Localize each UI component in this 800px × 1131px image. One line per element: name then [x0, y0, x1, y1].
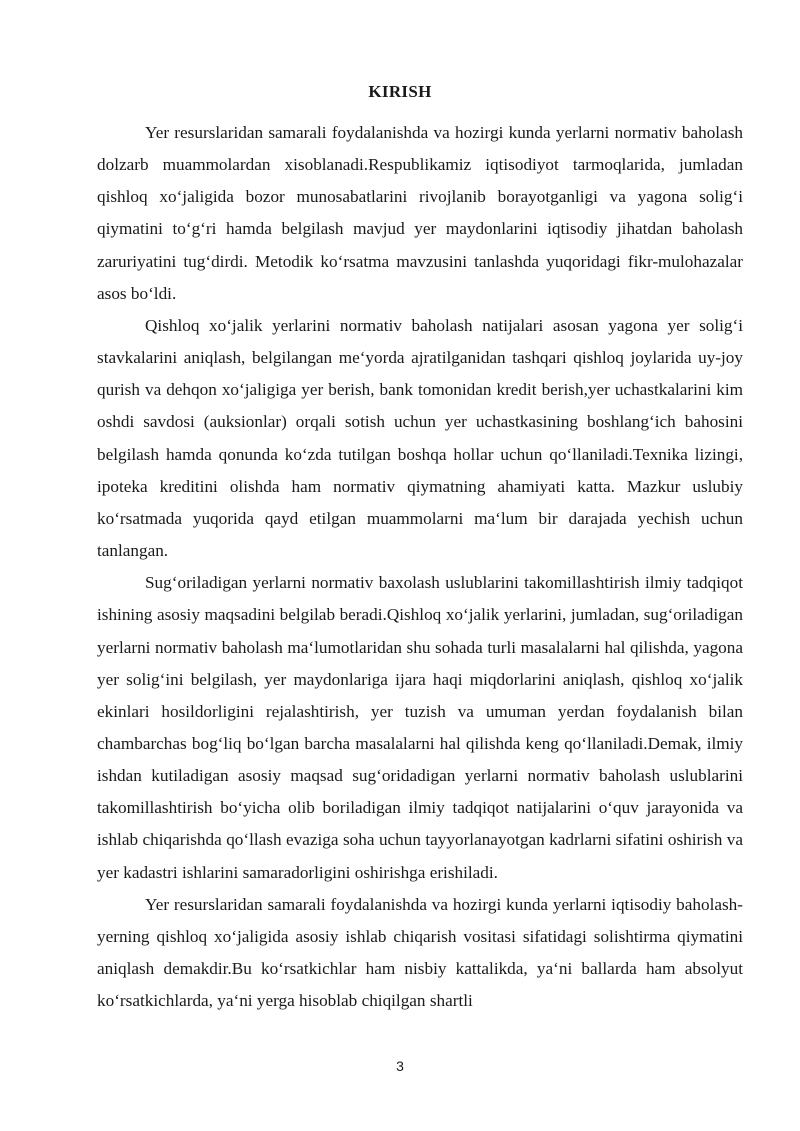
section-title: KIRISH — [368, 82, 432, 101]
page-number: 3 — [396, 1058, 404, 1074]
body-text — [97, 117, 743, 1017]
paragraph-1: Yer resurslaridan samarali foydalanishda va hozirgi kunda yerlarni normativ baholash dolzarb muammolardan xisoblanadi.Respublikamiz iqtisodiyot tarmoqlarida, jumladan qishloq xo‘jaligida bozor munosabatlarini rivojlanib borayotganligi va yagona solig‘i qiymatini to‘g‘ri hamda belgilash mavjud yer maydonlarini iqtisodiy jihatdan baholash zaruriyatini tug‘dirdi. Metodik ko‘rsatma mavzusini tanlashda yuqoridagi fikr-mulohazalar asos bo‘ldi. — [97, 123, 743, 303]
paragraph-4: Yer resurslaridan samarali foydalanishda va hozirgi kunda yerlarni iqtisodiy baholash-yerning qishloq xo‘jaligida asosiy ishlab chiqarish vositasi sifatidagi solishtirma qiymatini aniqlash demakdir.Bu ko‘rsatkichlar ham nisbiy kattalikda, ya‘ni ballarda ham absolyut ko‘rsatkichlarda, ya‘ni yerga hisoblab chiqilgan shartli — [97, 894, 743, 1011]
paragraph-3: Sug‘oriladigan yerlarni normativ baxolash uslublarini takomillashtirish ilmiy tadqiqot ishining asosiy maqsadini belgilab beradi.Qishloq xo‘jalik yerlarini, jumladan, sug‘oriladigan yerlarni normativ baholash ma‘lumotlaridan shu sohada turli masalalarni hal qilishda, yagona yer solig‘ini belgilash, yer maydonlariga ijara haqi miqdorlarini aniqlash, qishloq xo‘jalik ekinlari hosildorligini rejalashtirish, yer tuzish va umuman yerdan foydalanish bilan chambarchas bog‘liq bo‘lgan barcha masalalarni hal qilishda keng qo‘llaniladi.Demak, ilmiy ishdan kutiladigan asosiy maqsad sug‘oridadigan yerlarni normativ baholash uslublarini takomillashtirish bo‘yicha olib boriladigan ilmiy tadqiqot natijalarini o‘quv jarayonida va ishlab chiqarishda qo‘llash evaziga soha uchun tayyorlanayotgan kadrlarni sifatini oshirish va yer kadastri ishlarini samaradorligini oshirishga erishiladi. — [97, 573, 743, 882]
paragraph-2: Qishloq xo‘jalik yerlarini normativ baholash natijalari asosan yagona yer solig‘i stavkalarini aniqlash, belgilangan me‘yorda ajratilganidan tashqari qishloq joylarida uy-joy qurish va dehqon xo‘jaligiga yer berish, bank tomonidan kredit berish,yer uchastkalarini kim oshdi savdosi (auksionlar) orqali sotish uchun yer uchastkasining boshlang‘ich bahosini belgilash hamda qonunda ko‘zda tutilgan boshqa hollar uchun qo‘llaniladi.Texnika lizingi, ipoteka kreditini olishda ham normativ qiymatning ahamiyati katta. Mazkur uslubiy ko‘rsatmada yuqorida qayd etilgan muammolarni ma‘lum bir darajada yechish uchun tanlangan. — [97, 315, 743, 561]
